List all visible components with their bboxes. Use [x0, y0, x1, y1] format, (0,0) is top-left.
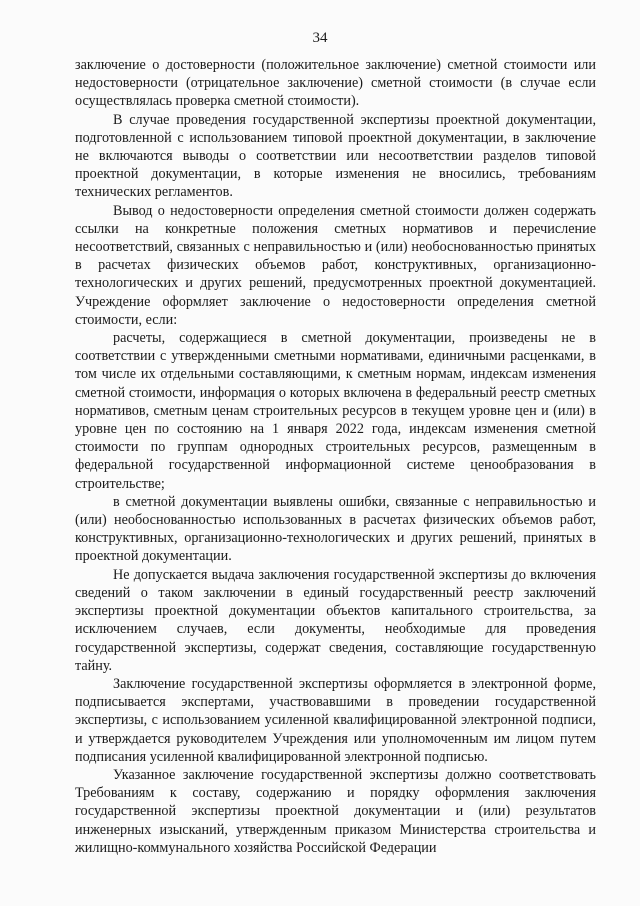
paragraph: расчеты, содержащиеся в сметной документации, произведены не в соответствии с утвержденными сметными нормативами, единичными расценками, в том числе их отдельными составляющими, к сметным нормам, индексам изменения сметной стоимости, информация о которых включена в федеральный реестр сметных нормативов, сметным ценам строительных ресурсов в текущем уровне цен и (или) в уровне цен по состоянию на 1 января 2022 года, индексам изменения сметной стоимости по группам однородных строительных ресурсов, размещенным в федеральной государственной информационной системе ценообразования в строительстве;	[75, 330, 596, 492]
page-number: 34	[312, 30, 328, 46]
document-body	[75, 56, 596, 857]
paragraph: заключение о достоверности (положительное заключение) сметной стоимости или недостоверности (отрицательное заключение) сметной стоимости (в случае если осуществлялась проверка сметной стоимости).	[75, 57, 596, 110]
paragraph: Заключение государственной экспертизы оформляется в электронной форме, подписывается экспертами, участвовавшими в проведении государственной экспертизы, с использованием усиленной квалифицированной электронной подписи, и утверждается руководителем Учреждения или уполномоченным им лицом путем подписания усиленной квалифицированной электронной подписью.	[75, 675, 596, 765]
paragraph: Указанное заключение государственной экспертизы должно соответствовать Требованиям к составу, содержанию и порядку оформления заключения государственной экспертизы проектной документации и (или) результатов инженерных изысканий, утвержденным приказом Министерства строительства и жилищно-коммунального хозяйства Российской Федерации	[75, 766, 596, 856]
paragraph: в сметной документации выявлены ошибки, связанные с неправильностью и (или) необоснованностью использованных в расчетах физических объемов работ, конструктивных, организационно-технологических и других решений, принятых в проектной документации.	[75, 493, 596, 565]
paragraph: Вывод о недостоверности определения сметной стоимости должен содержать ссылки на конкретные положения сметных нормативов и перечисление несоответствий, связанных с неправильностью и (или) необоснованностью принятых в расчетах физических объемов работ, конструктивных, организационно-технологических и других решений, предусмотренных проектной документацией. Учреждение оформляет заключение о недостоверности определения сметной стоимости, если:	[75, 202, 596, 328]
paragraph: Не допускается выдача заключения государственной экспертизы до включения сведений о таком заключении в единый государственный реестр заключений экспертизы проектной документации объектов капитального строительства, за исключением случаев, если документы, необходимые для проведения государственной экспертизы, содержат сведения, составляющие государственную тайну.	[75, 566, 596, 674]
paragraph: В случае проведения государственной экспертизы проектной документации, подготовленной с использованием типовой проектной документации, в заключение не включаются выводы о соответствии или несоответствии разделов типовой проектной документации, в которые изменения не вносились, требованиям технических регламентов.	[75, 111, 596, 201]
